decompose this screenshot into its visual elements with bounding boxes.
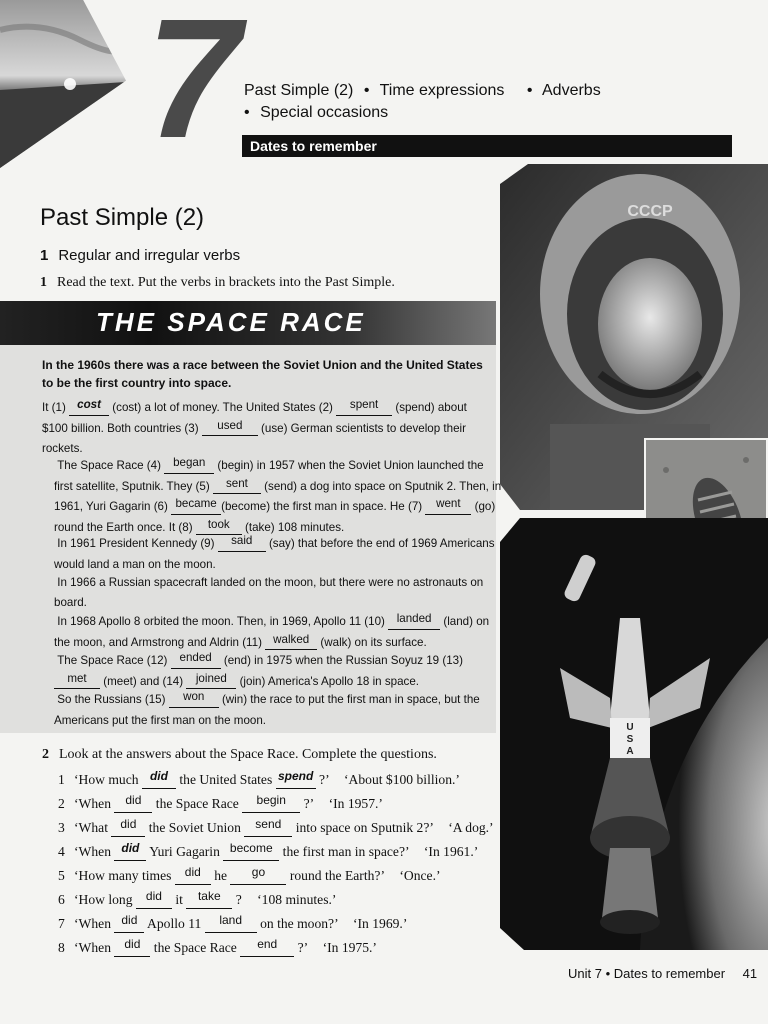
question-answer: take (186, 884, 232, 909)
question-item: 5 ‘How many times did he go round the Earth?’ ‘Once.’ (58, 864, 508, 888)
answer-2: spent (336, 395, 392, 416)
question-answer: go (230, 860, 286, 885)
reading-paragraph-1: It (1) cost (cost) a lot of money. The United States (2) spent (spend) about $100 billion. Both countries (3) used (use) German scientists to develop their rockets. (42, 398, 490, 459)
question-answer: did (111, 812, 145, 837)
question-number: 5 (58, 868, 65, 883)
instruction-number: 1 (40, 275, 47, 290)
spacecraft-earth-photo (500, 518, 768, 950)
question-answer: land (205, 908, 257, 933)
answer-7: went (425, 494, 471, 515)
reading-title: THE SPACE RACE (96, 307, 366, 337)
question-number: 2 (58, 796, 65, 811)
exercise-heading (40, 247, 240, 264)
exercise-2-text: Look at the answers about the Space Race. Complete the questions. (59, 747, 437, 762)
header-landscape-photo (0, 0, 126, 168)
answer-14: joined (186, 669, 236, 690)
answer-4: began (164, 453, 214, 474)
question-answer: become (223, 836, 279, 861)
answer-5: sent (213, 474, 261, 495)
question-reply: ‘A dog.’ (448, 820, 494, 835)
question-item: 4 ‘When did Yuri Gagarin become the first man in space?’ ‘In 1961.’ (58, 840, 508, 864)
question-answer: did (136, 884, 172, 909)
footer-unit-label: Unit 7 (568, 966, 602, 981)
reading-paragraph-3: In 1961 President Kennedy (9) said (say) that before the end of 1969 Americans would land a man on the moon. (42, 534, 502, 574)
question-list (58, 768, 508, 960)
question-item: 3 ‘What did the Soviet Union send into space on Sputnik 2?’ ‘A dog.’ (58, 816, 508, 840)
exercise-2-number: 2 (42, 747, 49, 762)
reading-paragraph-7: So the Russians (15) won (win) the race to put the first man in space, but the Americans put the first man on the moon. (42, 690, 502, 730)
question-reply: ‘In 1975.’ (322, 940, 377, 955)
question-answer: end (240, 932, 294, 957)
topic-bullet: • (526, 82, 533, 99)
question-reply: ‘In 1957.’ (328, 796, 383, 811)
question-answer: begin (242, 788, 300, 813)
question-answer: did (114, 932, 150, 957)
exercise-heading-text: Regular and irregular verbs (58, 247, 241, 264)
exercise-instruction (40, 275, 395, 291)
svg-text:U: U (626, 722, 634, 733)
question-answer: did (114, 788, 152, 813)
question-number: 1 (58, 772, 65, 787)
question-answer: send (244, 812, 292, 837)
reading-intro: In the 1960s there was a race between the Soviet Union and the United States to be the first country into space. (42, 358, 483, 390)
topics-line-1 (244, 80, 744, 102)
footer-theme: Dates to remember (613, 966, 726, 981)
reading-paragraph-4: In 1966 a Russian spacecraft landed on the moon, but there were no astronauts on board. (54, 576, 484, 609)
question-reply: ‘108 minutes.’ (257, 892, 337, 907)
unit-theme-bar: Dates to remember (242, 135, 732, 157)
answer-15: won (169, 687, 219, 708)
topic-adverbs: Adverbs (542, 82, 601, 99)
exercise-2-instruction (42, 747, 437, 763)
question-answer: did (114, 836, 146, 861)
answer-8: took (196, 515, 242, 536)
question-answer: did (175, 860, 211, 885)
question-answer: did (114, 908, 144, 933)
question-reply: ‘In 1961.’ (423, 844, 479, 859)
unit-number: 7 (146, 0, 235, 174)
topic-bullet: • (363, 82, 370, 99)
question-number: 4 (58, 844, 65, 859)
answer-13: met (54, 669, 100, 690)
svg-text:СССР: СССР (627, 203, 673, 220)
question-number: 8 (58, 940, 65, 955)
question-item: 1 ‘How much did the United States spend ?’ ‘About $100 billion.’ (58, 768, 508, 792)
answer-12: ended (171, 648, 221, 669)
answer-10: landed (388, 609, 440, 630)
question-item: 7 ‘When did Apollo 11 land on the moon?’ ‘In 1969.’ (58, 912, 508, 936)
topic-time-expressions: Time expressions (379, 82, 505, 99)
answer-6: became (171, 494, 221, 515)
reading-paragraph-5: In 1968 Apollo 8 orbited the moon. Then, in 1969, Apollo 11 (10) landed (land) on the moon, and Armstrong and Aldrin (11) walked (walk) on its surface. (42, 612, 502, 653)
question-reply: ‘In 1969.’ (353, 916, 408, 931)
answer-9: said (218, 531, 266, 552)
question-number: 7 (58, 916, 65, 931)
topic-past-simple: Past Simple (2) (244, 82, 354, 99)
reading-paragraph-6: The Space Race (12) ended (end) in 1975 when the Russian Soyuz 19 (13) met (meet) and (14) joined (join) America's Apollo 18 in space. (42, 651, 502, 692)
section-title: Past Simple (2) (40, 204, 205, 231)
answer-1: cost (69, 395, 109, 416)
question-answer: did (142, 764, 176, 789)
question-answer: spend (276, 764, 316, 789)
topic-bullet: • (244, 104, 250, 121)
page-footer (568, 966, 757, 981)
footer-bullet: • (605, 966, 611, 981)
answer-11: walked (265, 630, 317, 651)
instruction-text: Read the text. Put the verbs in brackets into the Past Simple. (57, 275, 395, 290)
question-item: 8 ‘When did the Space Race end ?’ ‘In 1975.’ (58, 936, 508, 960)
question-item: 2 ‘When did the Space Race begin ?’ ‘In 1957.’ (58, 792, 508, 816)
question-reply: ‘Once.’ (399, 868, 441, 883)
question-number: 3 (58, 820, 65, 835)
answer-3: used (202, 416, 258, 437)
topics-line-2 (244, 102, 744, 124)
page-number: 41 (742, 966, 758, 981)
question-reply: ‘About $100 billion.’ (344, 772, 460, 787)
exercise-heading-number: 1 (40, 247, 49, 264)
question-number: 6 (58, 892, 65, 907)
unit-topics (244, 80, 744, 124)
svg-text:S: S (626, 734, 634, 745)
svg-text:A: A (626, 746, 634, 757)
topic-special-occasions: Special occasions (260, 104, 389, 121)
question-item: 6 ‘How long did it take ? ‘108 minutes.’ (58, 888, 508, 912)
reading-paragraph-2: The Space Race (4) began (begin) in 1957 when the Soviet Union launched the first satellite, Sputnik. They (5) sent (send) a dog into space on Sputnik 2. Then, in 1961, Yuri Gagarin (6) became (become) the first man in space. He (7) went (go) round the Earth once. It (8) took (take) 108 minutes. (42, 456, 502, 538)
